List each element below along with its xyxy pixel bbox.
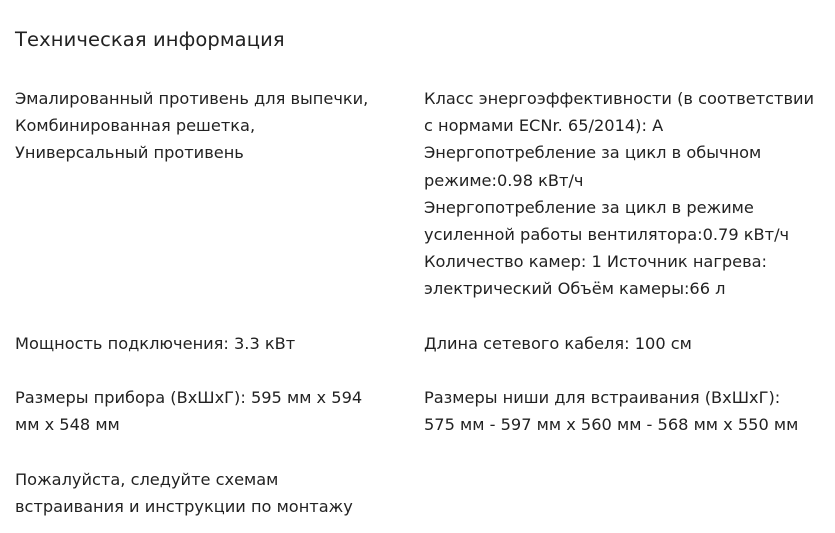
spec-niche-dimensions: Размеры ниши для встраивания (ВхШхГ): 575 мм - 597 мм x 560 мм - 568 мм x 550 мм xyxy=(424,388,799,435)
spec-row-installation xyxy=(15,466,835,520)
spec-cable-length: Длина сетевого кабеля: 100 см xyxy=(424,333,692,353)
section-title: Техническая информация xyxy=(15,28,285,51)
spec-energy: Класс энергоэффективности (в соответствии с нормами ECNr. 65/2014): A Энергопотребление за цикл в обычном режиме:0.98 кВт/ч Энергопотребление за цикл в режиме усиленной работы вентилятора:0.79 кВт/ч Количество камер: 1 Источник нагрева: электрический Объём камеры:66 л xyxy=(424,89,815,299)
spec-empty-cell xyxy=(424,466,834,520)
spec-installation-note: Пожалуйста, следуйте схемам встраивания и инструкции по монтажу xyxy=(15,469,353,516)
spec-appliance-dimensions: Размеры прибора (ВхШхГ): 595 мм x 594 мм x 548 мм xyxy=(15,388,363,435)
specs-grid xyxy=(15,85,835,520)
spec-row-accessories xyxy=(15,85,835,303)
spec-connection-power: Мощность подключения: 3.3 кВт xyxy=(15,333,296,353)
spec-accessories: Эмалированный противень для выпечки, Комбинированная решетка, Универсальный противень xyxy=(15,89,369,163)
spec-row-power xyxy=(15,330,835,357)
spec-row-dimensions xyxy=(15,384,835,438)
